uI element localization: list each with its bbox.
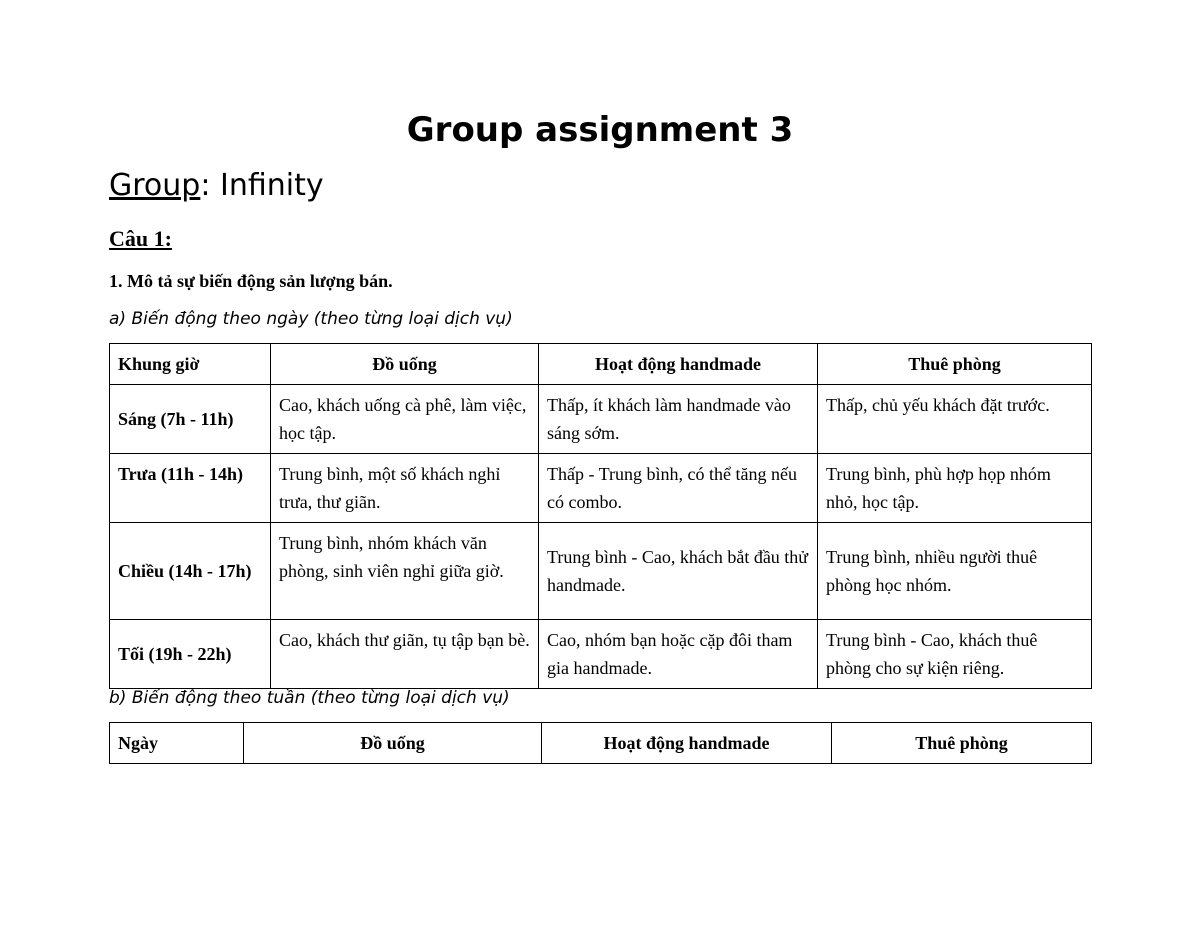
- group-label: Group: [109, 168, 201, 203]
- section-heading: 1. Mô tả sự biến động sản lượng bán.: [109, 271, 393, 291]
- cell-handmade: Cao, nhóm bạn hoặc cặp đôi tham gia handmade.: [539, 620, 818, 689]
- cell-handmade: Thấp - Trung bình, có thể tăng nếu có combo.: [539, 454, 818, 523]
- cell-handmade: Thấp, ít khách làm handmade vào sáng sớm.: [539, 385, 818, 454]
- cell-room: Trung bình, phù hợp họp nhóm nhỏ, học tập.: [818, 454, 1092, 523]
- cell-drinks: Cao, khách thư giãn, tụ tập bạn bè.: [271, 620, 539, 689]
- daily-variation-table: [109, 343, 1092, 689]
- header-handmade: Hoạt động handmade: [539, 344, 818, 385]
- group-name: Infinity: [220, 168, 324, 203]
- group-line: [109, 166, 324, 206]
- header-handmade: Hoạt động handmade: [542, 723, 832, 764]
- table-header-row: [110, 723, 1092, 764]
- header-drinks: Đồ uống: [244, 723, 542, 764]
- table-row: [110, 620, 1092, 689]
- table-row: [110, 454, 1092, 523]
- header-day: Ngày: [110, 723, 244, 764]
- caption-daily: a) Biến động theo ngày (theo từng loại dịch vụ): [109, 309, 513, 329]
- table-header-row: [110, 344, 1092, 385]
- cell-drinks: Cao, khách uống cà phê, làm việc, học tập.: [271, 385, 539, 454]
- row-time-slot: Sáng (7h - 11h): [110, 385, 271, 454]
- cell-room: Thấp, chủ yếu khách đặt trước.: [818, 385, 1092, 454]
- document-title: Group assignment 3: [406, 110, 794, 150]
- cell-drinks: Trung bình, nhóm khách văn phòng, sinh viên nghỉ giữa giờ.: [271, 523, 539, 620]
- row-time-slot: Chiều (14h - 17h): [110, 523, 271, 620]
- header-room-rental: Thuê phòng: [818, 344, 1092, 385]
- cell-drinks: Trung bình, một số khách nghỉ trưa, thư giãn.: [271, 454, 539, 523]
- header-time-slot: Khung giờ: [110, 344, 271, 385]
- question-label: Câu 1:: [109, 226, 172, 251]
- table-row: [110, 523, 1092, 620]
- cell-room: Trung bình, nhiều người thuê phòng học nhóm.: [818, 523, 1092, 620]
- row-time-slot: Tối (19h - 22h): [110, 620, 271, 689]
- cell-room: Trung bình - Cao, khách thuê phòng cho sự kiện riêng.: [818, 620, 1092, 689]
- weekly-variation-table: [109, 722, 1092, 764]
- header-drinks: Đồ uống: [271, 344, 539, 385]
- table-row: [110, 385, 1092, 454]
- row-time-slot: Trưa (11h - 14h): [110, 454, 271, 523]
- group-separator: :: [200, 168, 220, 203]
- caption-weekly: b) Biến động theo tuần (theo từng loại dịch vụ): [109, 688, 510, 708]
- cell-handmade: Trung bình - Cao, khách bắt đầu thử handmade.: [539, 523, 818, 620]
- header-room-rental: Thuê phòng: [832, 723, 1092, 764]
